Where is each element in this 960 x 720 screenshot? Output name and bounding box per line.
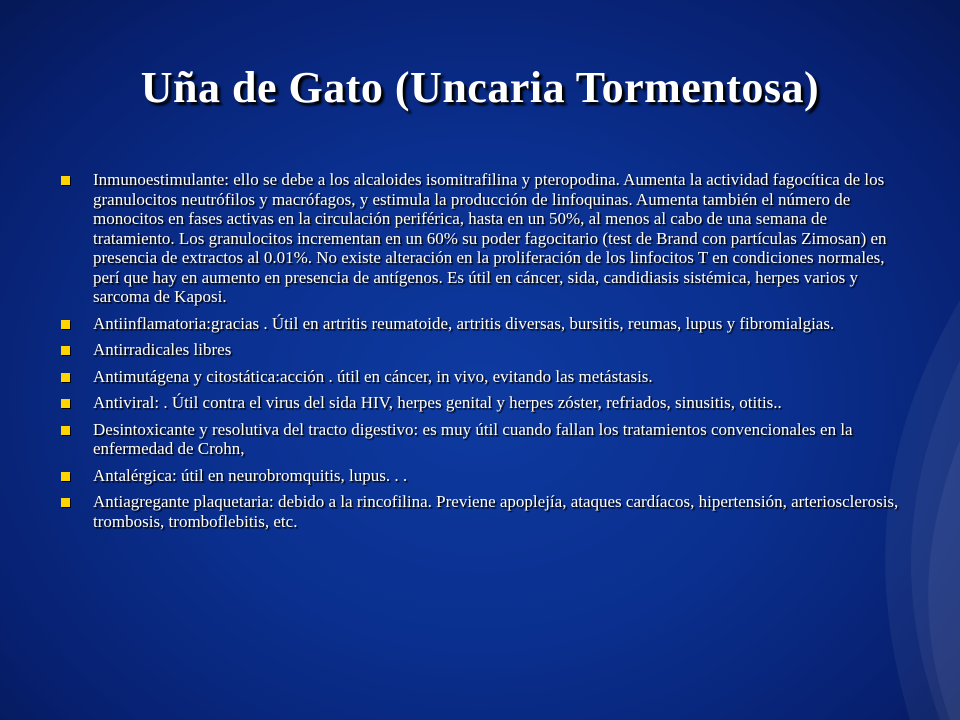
square-bullet-icon — [61, 320, 70, 329]
bullet-text: Antiviral: . Útil contra el virus del sida HIV, herpes genital y herpes zóster, refriados, sinusitis, otitis.. — [93, 393, 782, 412]
square-bullet-icon — [61, 176, 70, 185]
square-bullet-icon — [61, 472, 70, 481]
bullet-item — [56, 314, 906, 334]
square-bullet-icon — [61, 346, 70, 355]
square-bullet-icon — [61, 426, 70, 435]
square-bullet-icon — [61, 498, 70, 507]
bullet-text: Desintoxicante y resolutiva del tracto digestivo: es muy útil cuando fallan los tratamientos convencionales en la enfermedad de Crohn, — [93, 419, 853, 458]
bullet-text: Antiagregante plaquetaria: debido a la rincofilina. Previene apoplejía, ataques cardíacos, hipertensión, arteriosclerosis, trombosis, tromboflebitis, etc. — [93, 492, 899, 531]
bullet-item — [56, 170, 906, 307]
bullet-item — [56, 466, 906, 486]
bullet-list — [56, 170, 906, 538]
bullet-text: Inmunoestimulante: ello se debe a los alcaloides isomitrafilina y pteropodina. Aumenta la actividad fagocítica de los granulocitos neutrófilos y macrófagos, y estimula la producción de linfoquinas. Aumenta también el número de monocitos en fases activas en la circulación periférica, hasta en un 50%, al menos al cabo de una semana de tratamiento. Los granulocitos incrementan en un 60% su poder fagocitario (test de Brand con partículas Zimosan) en presencia de extractos al 0.01%. No existe alteración en la proliferación de los linfocitos T en condiciones normales, perí que hay en aumento en presencia de antígenos. Es útil en cáncer, sida, candidiasis sistémica, herpes varios y sarcoma de Kaposi. — [93, 170, 887, 306]
bullet-text: Antiinflamatoria:gracias . Útil en artritis reumatoide, artritis diversas, bursitis, reumas, lupus y fibromialgias. — [93, 313, 835, 333]
bullet-item — [56, 492, 906, 531]
bullet-item — [56, 393, 906, 413]
bullet-item — [56, 367, 906, 387]
bullet-text: Antirradicales libres — [93, 340, 232, 359]
slide-title: Uña de Gato (Uncaria Tormentosa) — [140, 63, 820, 112]
square-bullet-icon — [61, 399, 70, 408]
bullet-item — [56, 420, 906, 459]
bullet-text: Antalérgica: útil en neurobromquitis, lupus. . . — [93, 465, 408, 485]
square-bullet-icon — [61, 373, 70, 382]
bullet-item — [56, 340, 906, 360]
bullet-text: Antimutágena y citostática:acción . útil en cáncer, in vivo, evitando las metástasis. — [93, 366, 653, 386]
